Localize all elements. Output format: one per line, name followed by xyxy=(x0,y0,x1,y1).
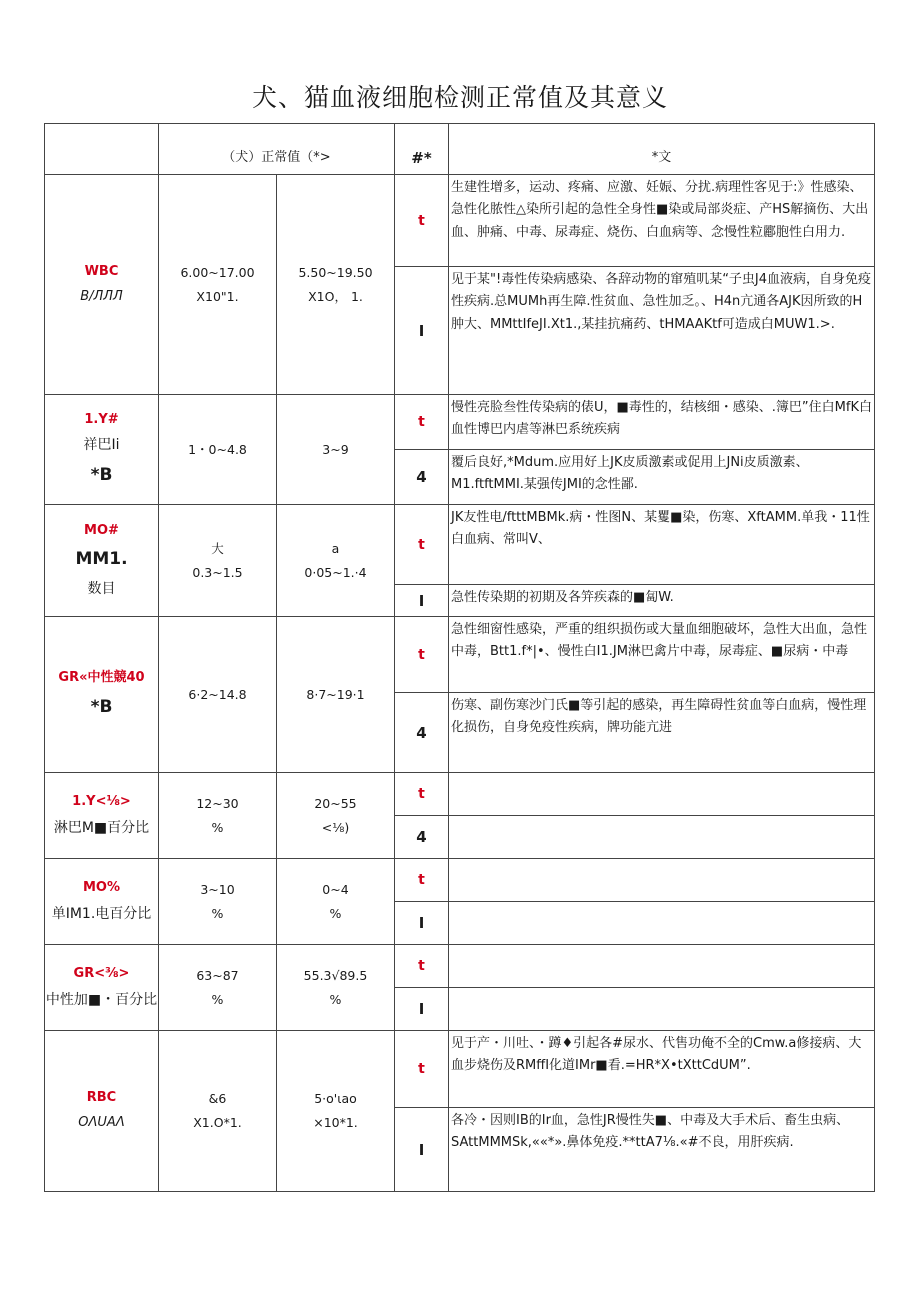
decrease-marker: 4 xyxy=(395,816,449,859)
cat-normal-value: 5·o'ιao ×10*1. xyxy=(277,1031,395,1192)
dog-normal-value: 大 0.3~1.5 xyxy=(159,505,277,617)
row-label: WBC В/ЛЛЛ xyxy=(45,175,159,395)
cat-normal-value: 5.50~19.50 X1O， 1. xyxy=(277,175,395,395)
table-row xyxy=(45,505,875,585)
row-label: 1.Y<⅛> 淋巴M■百分比 xyxy=(45,773,159,859)
increase-meaning: 慢性亮脸叁性传染病的俵U，■毒性的，结核细・感染、.簿巴”住白MfK白血性博巴内虐等淋巴系统疾病 xyxy=(449,395,875,450)
dog-normal-value: 6·2~14.8 xyxy=(159,617,277,773)
decrease-meaning xyxy=(449,902,875,945)
cat-normal-value: 8·7~19·1 xyxy=(277,617,395,773)
header-normal-value: （犬）正常值（*> xyxy=(159,124,395,175)
decrease-marker: I xyxy=(395,585,449,617)
cat-normal-value: 0~4 % xyxy=(277,859,395,945)
table-row xyxy=(45,859,875,902)
decrease-meaning: 见于某"!毒性传染病感染、各辞动物的窜殖叽某“子虫J4血液病，自身免疫性疾病.总MUMh再生障.性贫血、急性加乏。、H4n亢通各AJK因所致的H肿大、MMttIfeJI.Xt1.,某挂抗痛药、tHMAAKtf可造成白MUW1.>. xyxy=(449,267,875,395)
increase-marker: t xyxy=(395,175,449,267)
increase-marker: t xyxy=(395,859,449,902)
dog-normal-value: &6 X1.O*1. xyxy=(159,1031,277,1192)
decrease-marker: I xyxy=(395,267,449,395)
increase-meaning: 急性细窗性感染，严重的组织损伤或大量血细胞破坏，急性大出血，急性中毒，Btt1.f*|•、慢性白I1.JM淋巴禽片中毒，尿毒症、■尿病・中毒 xyxy=(449,617,875,693)
row-label: MO% 单IM1.电百分比 xyxy=(45,859,159,945)
header-row xyxy=(45,124,875,175)
row-label: GR<⅜> 中性加■・百分比 xyxy=(45,945,159,1031)
header-blank xyxy=(45,124,159,175)
dog-normal-value: 6.00~17.00 X10"1. xyxy=(159,175,277,395)
row-label: RBC OΛUAΛ xyxy=(45,1031,159,1192)
header-meaning: *文 xyxy=(449,124,875,175)
increase-meaning: 见于产・川吐、・蹲♦引起各#尿水、代售功俺不全的Cmw.a修接病、大血步烧伤及RMffI化道IMr■看.=HR*X•tXttCdUM”. xyxy=(449,1031,875,1108)
dog-normal-value: 3~10 % xyxy=(159,859,277,945)
increase-meaning xyxy=(449,773,875,816)
increase-meaning: 生建性增多，运动、疼痛、应激、妊娠、分扰.病理性客见于:》性感染、急性化脓性△染所引起的急性全身性■染或局部炎症、产HS解摘伤、大出血、肿痛、中毒、尿毒症、烧伤、白血病等、念慢性粒酈胞性白用力. xyxy=(449,175,875,267)
decrease-meaning xyxy=(449,988,875,1031)
row-label: GR«中性競40 *B xyxy=(45,617,159,773)
table-row xyxy=(45,395,875,450)
increase-marker: t xyxy=(395,773,449,816)
table-row xyxy=(45,617,875,693)
decrease-meaning: 伤寒、副伤寒沙门氏■等引起的感染，再生障碍性贫血等白血病，慢性理化损伤，自身免疫性疾病，牌功能亢进 xyxy=(449,693,875,773)
increase-meaning xyxy=(449,945,875,988)
table-row xyxy=(45,773,875,816)
blood-cell-table xyxy=(44,123,875,1192)
cat-normal-value: a 0·05~1.·4 xyxy=(277,505,395,617)
increase-marker: t xyxy=(395,505,449,585)
decrease-marker: 4 xyxy=(395,450,449,505)
decrease-marker: 4 xyxy=(395,693,449,773)
dog-normal-value: 1・0~4.8 xyxy=(159,395,277,505)
header-marker: #* xyxy=(395,124,449,175)
cat-normal-value: 55.3√89.5 % xyxy=(277,945,395,1031)
increase-marker: t xyxy=(395,945,449,988)
cat-normal-value: 3~9 xyxy=(277,395,395,505)
decrease-meaning xyxy=(449,816,875,859)
decrease-marker: I xyxy=(395,988,449,1031)
row-label: MO# MM1. 数目 xyxy=(45,505,159,617)
table-row xyxy=(45,175,875,267)
row-label: 1.Y# 祥巴Ii *B xyxy=(45,395,159,505)
dog-normal-value: 12~30 % xyxy=(159,773,277,859)
decrease-meaning: 急性传染期的初期及各笄疾森的■匐W. xyxy=(449,585,875,617)
decrease-meaning: 覆后良好,*Mdum.应用好上JK皮质激素或促用上JNi皮质激素、M1.ftftMMI.某强传JMI的念性鄙. xyxy=(449,450,875,505)
decrease-meaning: 各冷・因则IB的Ir血，急性JR慢性失■、中毒及大手术后、畜生虫病、SAttMMMSk,««*».鼻体免疫.**ttA7⅛.«#不良，用肝疾病. xyxy=(449,1108,875,1192)
increase-marker: t xyxy=(395,617,449,693)
page-title: 犬、猫血液细胞检测正常值及其意义 xyxy=(251,83,668,112)
decrease-marker: I xyxy=(395,1108,449,1192)
table-row xyxy=(45,1031,875,1108)
table-row xyxy=(45,945,875,988)
dog-normal-value: 63~87 % xyxy=(159,945,277,1031)
increase-marker: t xyxy=(395,1031,449,1108)
increase-meaning: JK友性电/ftttMBMk.病・性图N、某矍■染，伤寒、XftAMM.单我・11性白血病、常叫V、 xyxy=(449,505,875,585)
increase-meaning xyxy=(449,859,875,902)
decrease-marker: I xyxy=(395,902,449,945)
increase-marker: t xyxy=(395,395,449,450)
cat-normal-value: 20~55 <⅛) xyxy=(277,773,395,859)
